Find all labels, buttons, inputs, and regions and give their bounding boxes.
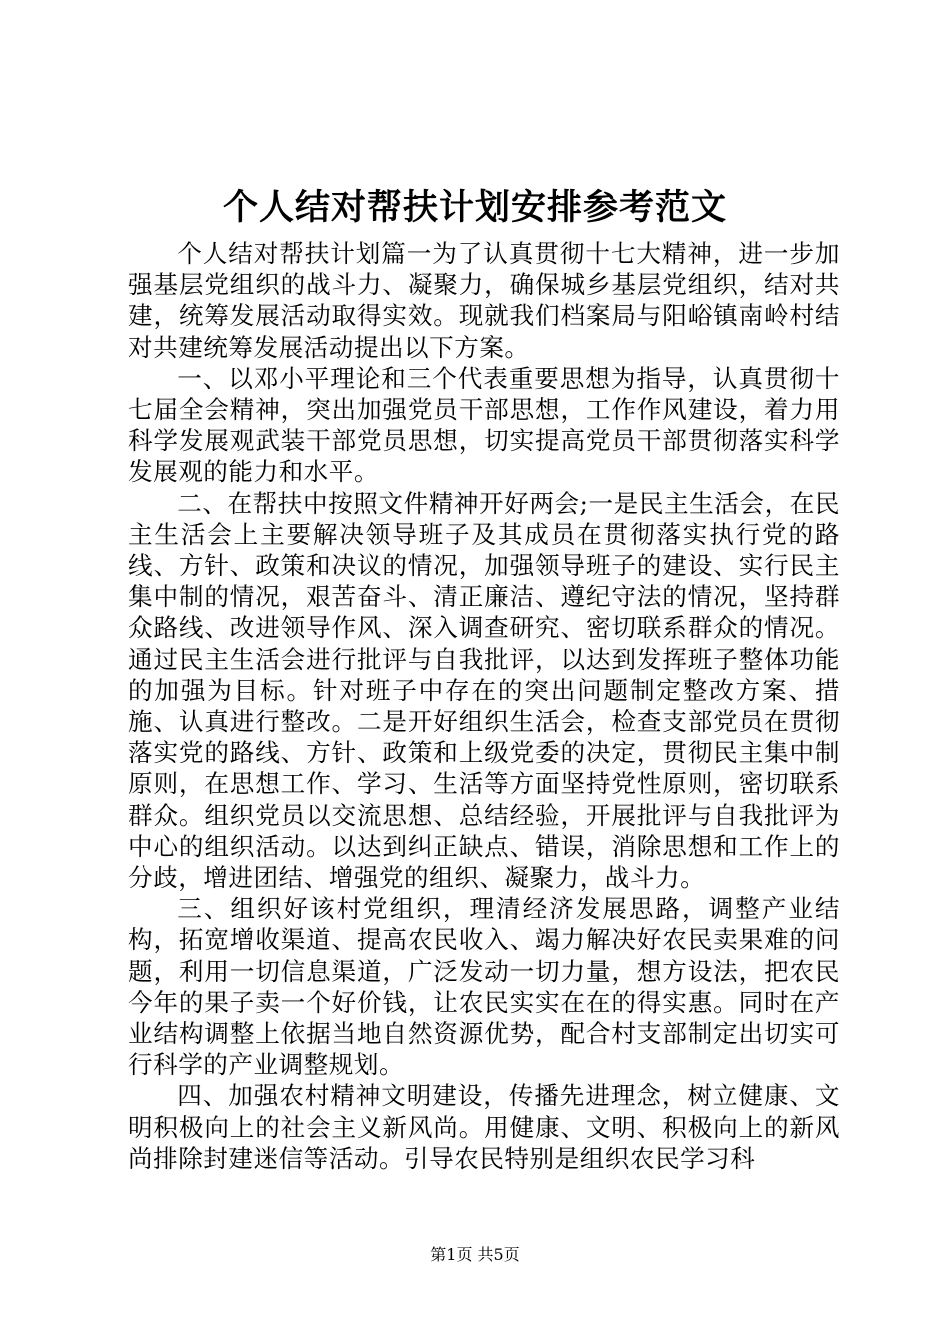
- paragraph-section-2: 二、在帮扶中按照文件精神开好两会;一是民主生活会，在民主生活会上主要解决领导班子及其成员在贯彻落实执行党的路线、方针、政策和决议的情况，加强领导班子的建设、实行民主集中制的情况，艰苦奋斗、清正廉洁、遵纪守法的情况，坚持群众路线、改进领导作风、深入调查研究、密切联系群众的情况。通过民主生活会进行批评与自我批评，以达到发挥班子整体功能的加强为目标。针对班子中存在的突出问题制定整改方案、措施、认真进行整改。二是开好组织生活会，检查支部党员在贯彻落实党的路线、方针、政策和上级党委的决定，贯彻民主集中制原则，在思想工作、学习、生活等方面坚持党性原则，密切联系群众。组织党员以交流思想、总结经验，开展批评与自我批评为中心的组织活动。以达到纠正缺点、错误，消除思想和工作上的分歧，增进团结、增强党的组织、凝聚力，战斗力。: [128, 488, 840, 893]
- document-body: [128, 238, 840, 1174]
- page-number-footer: 第1页 共5页: [430, 1245, 520, 1264]
- paragraph-section-3: 三、组织好该村党组织，理清经济发展思路，调整产业结构，拓宽增收渠道、提高农民收入、竭力解决好农民卖果难的问题，利用一切信息渠道，广泛发动一切力量，想方设法，把农民今年的果子卖一个好价钱，让农民实实在在的得实惠。同时在产业结构调整上依据当地自然资源优势，配合村支部制定出切实可行科学的产业调整规划。: [128, 894, 840, 1080]
- paragraph-intro: 个人结对帮扶计划篇一为了认真贯彻十七大精神，进一步加强基层党组织的战斗力、凝聚力，确保城乡基层党组织，结对共建，统筹发展活动取得实效。现就我们档案局与阳峪镇南岭村结对共建统筹发展活动提出以下方案。: [128, 239, 840, 362]
- paragraph-section-4: 四、加强农村精神文明建设，传播先进理念，树立健康、文明积极向上的社会主义新风尚。用健康、文明、积极向上的新风尚排除封建迷信等活动。引导农民特别是组织农民学习科: [128, 1081, 840, 1173]
- paragraph-section-1: 一、以邓小平理论和三个代表重要思想为指导，认真贯彻十七届全会精神，突出加强党员干部思想，工作作风建设，着力用科学发展观武装干部党员思想，切实提高党员干部贯彻落实科学发展观的能力和水平。: [128, 363, 840, 487]
- document-title: 个人结对帮扶计划安排参考范文: [222, 187, 727, 228]
